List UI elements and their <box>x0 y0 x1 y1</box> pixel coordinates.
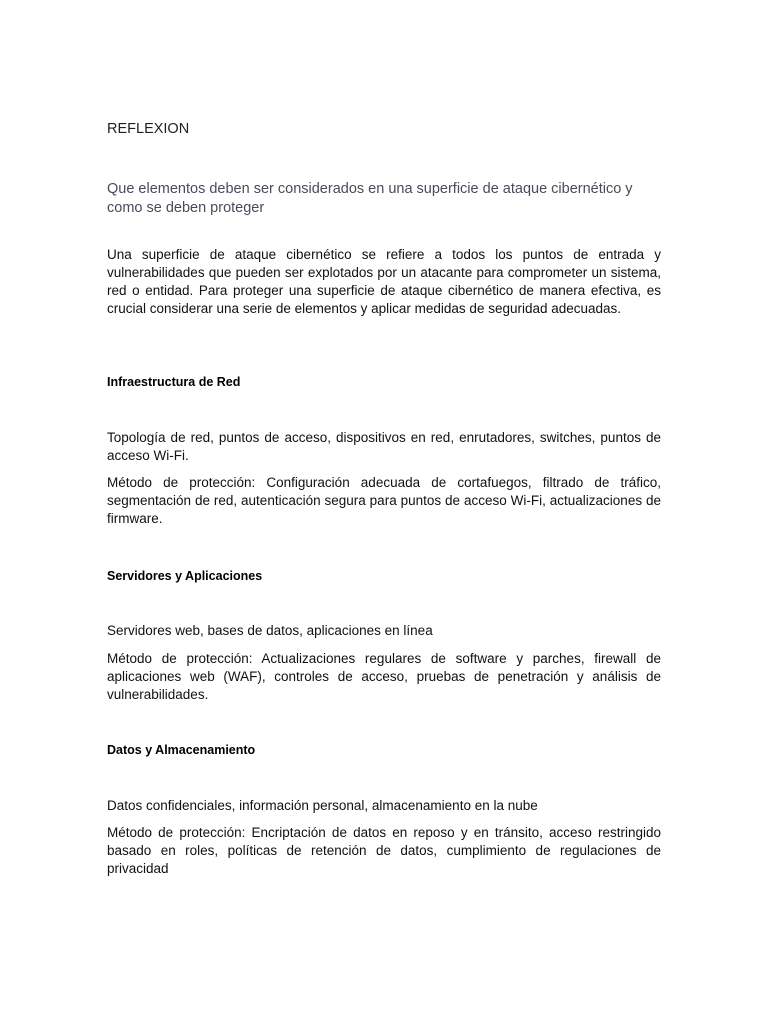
document-subtitle: Que elementos deben ser considerados en una superficie de ataque cibernético y como se deben proteger <box>107 181 633 216</box>
section-protection-infraestructura: Método de protección: Configuración adecuada de cortafuegos, filtrado de tráfico, segmentación de red, autenticación segura para puntos de acceso Wi-Fi, actualizaciones de firmware. <box>107 475 661 526</box>
section-protection-datos: Método de protección: Encriptación de datos en reposo y en tránsito, acceso restringido basado en roles, políticas de retención de datos, cumplimiento de regulaciones de privacidad <box>107 825 661 876</box>
section-heading-datos: Datos y Almacenamiento <box>107 743 256 757</box>
document-title: REFLEXION <box>107 121 190 137</box>
section-elements-datos: Datos confidenciales, información personal, almacenamiento en la nube <box>107 798 538 813</box>
section-heading-servidores: Servidores y Aplicaciones <box>107 569 263 583</box>
section-elements-servidores: Servidores web, bases de datos, aplicaciones en línea <box>107 623 433 638</box>
section-heading-infraestructura: Infraestructura de Red <box>107 375 241 389</box>
intro-paragraph: Una superficie de ataque cibernético se refiere a todos los puntos de entrada y vulnerabilidades que pueden ser explotados por un atacante para comprometer un sistema, red o entidad. Para proteger una superficie de ataque cibernético de manera efectiva, es crucial considerar una serie de elementos y aplicar medidas de seguridad adecuadas. <box>107 247 661 316</box>
section-protection-servidores: Método de protección: Actualizaciones regulares de software y parches, firewall de aplicaciones web (WAF), controles de acceso, pruebas de penetración y análisis de vulnerabilidades. <box>107 651 661 702</box>
section-elements-infraestructura: Topología de red, puntos de acceso, dispositivos en red, enrutadores, switches, puntos de acceso Wi-Fi. <box>107 430 661 463</box>
